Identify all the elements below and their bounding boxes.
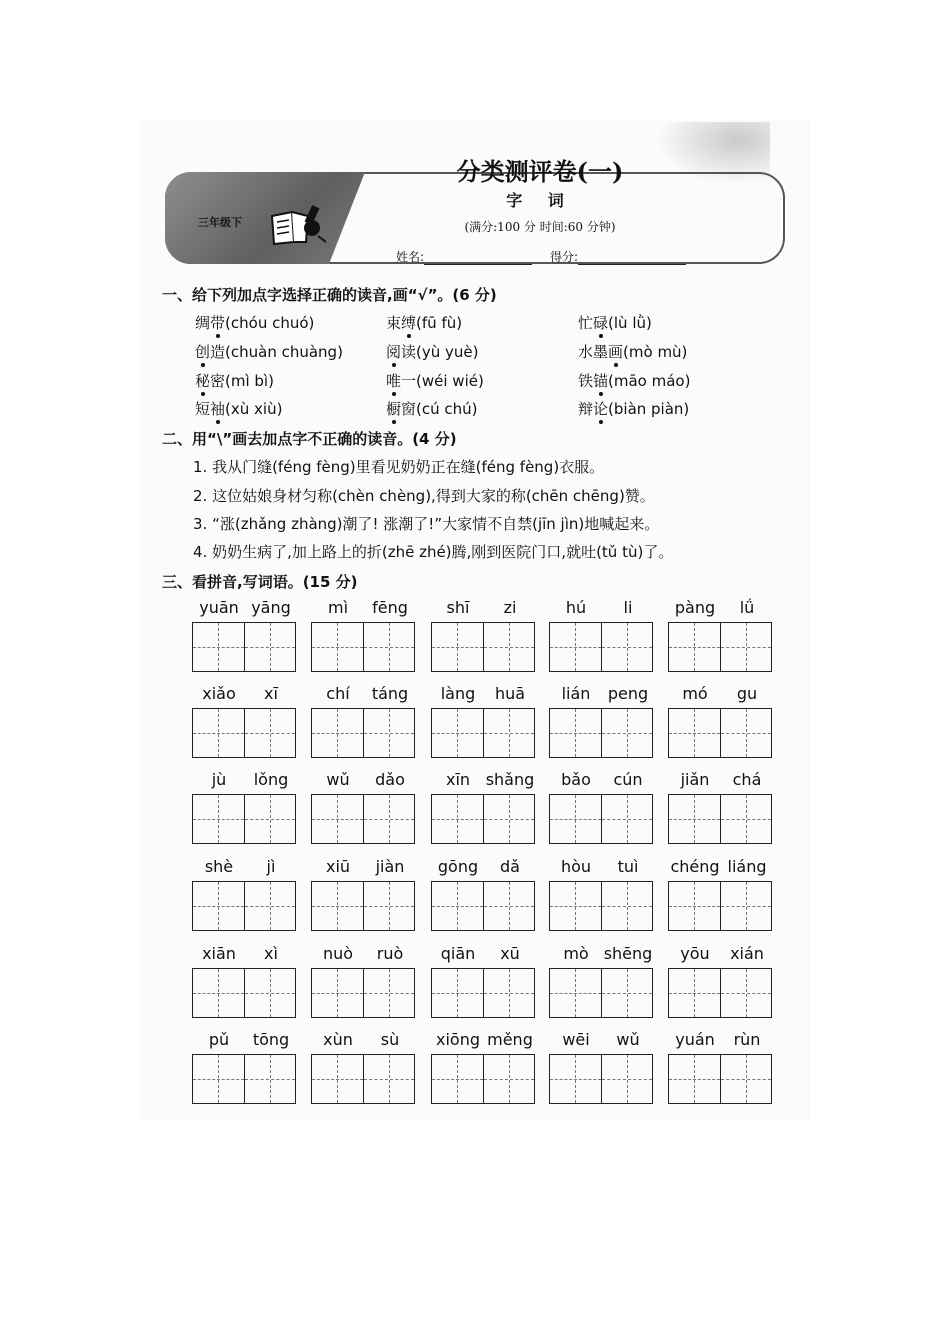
name-line[interactable]: [424, 252, 532, 265]
score-label: 得分:: [550, 250, 579, 264]
writing-cell[interactable]: [669, 623, 721, 671]
section1-rest: 带(chóu chuó): [210, 314, 315, 332]
writing-cell[interactable]: [364, 623, 415, 671]
writing-box[interactable]: [431, 968, 535, 1018]
section1-rest: 缚(fū fù): [401, 314, 463, 332]
pinyin-syllable: shī: [446, 598, 470, 617]
section1-char: 创: [195, 343, 211, 361]
writing-cell[interactable]: [669, 969, 721, 1017]
pinyin-label: [431, 684, 537, 703]
section1-item: [195, 398, 282, 419]
writing-cell[interactable]: [550, 1055, 602, 1103]
pinyin-label: [668, 598, 774, 617]
writing-box[interactable]: [192, 708, 296, 758]
writing-cell[interactable]: [364, 1055, 415, 1103]
name-label: 姓名:: [396, 250, 425, 264]
pinyin-syllable: wǔ: [326, 770, 350, 789]
pinyin-syllable: wēi: [562, 1030, 590, 1049]
section1-char: 水墨: [578, 343, 609, 361]
page-title: 分类测评卷(一): [456, 157, 624, 186]
pinyin-label: [192, 684, 298, 703]
pinyin-syllable: liáng: [727, 857, 767, 876]
pinyin-label: [549, 770, 655, 789]
section1-rest: 碌(lù lǜ): [593, 314, 652, 332]
writing-cell[interactable]: [484, 882, 535, 930]
writing-cell[interactable]: [245, 969, 296, 1017]
writing-box[interactable]: [311, 881, 415, 931]
pinyin-syllable: mó: [682, 684, 708, 703]
pinyin-label: [311, 944, 417, 963]
writing-cell[interactable]: [484, 969, 535, 1017]
writing-cell[interactable]: [721, 969, 772, 1017]
pinyin-syllable: pǔ: [208, 1030, 230, 1049]
writing-box[interactable]: [192, 1054, 296, 1104]
pinyin-label: [192, 770, 298, 789]
writing-cell[interactable]: [312, 623, 364, 671]
pinyin-label: [311, 1030, 417, 1049]
writing-box[interactable]: [192, 622, 296, 672]
section1-rest: 锚(māo máo): [593, 372, 691, 390]
section3-heading: 三、看拼音,写词语。(15 分): [162, 573, 358, 591]
section1-dotted-char: 带: [210, 314, 226, 332]
writing-cell[interactable]: [364, 795, 415, 843]
pinyin-syllable: yōu: [680, 944, 710, 963]
section1-dotted-char: 锚: [593, 372, 609, 390]
writing-cell[interactable]: [602, 709, 653, 757]
writing-cell[interactable]: [669, 882, 721, 930]
section1-item: [386, 370, 484, 391]
pinyin-label: [668, 1030, 774, 1049]
pinyin-label: [549, 1030, 655, 1049]
pinyin-label: [192, 598, 298, 617]
writing-box[interactable]: [668, 794, 772, 844]
pinyin-syllable: měng: [487, 1030, 533, 1049]
pinyin-syllable: xiū: [325, 857, 351, 876]
section1-rest: 读(yù yuè): [401, 343, 479, 361]
section1-item: [578, 341, 687, 362]
pinyin-syllable: hòu: [560, 857, 592, 876]
section1-heading: 一、给下列加点字选择正确的读音,画“√”。(6 分): [162, 286, 497, 304]
writing-cell[interactable]: [193, 1055, 245, 1103]
writing-cell[interactable]: [312, 882, 364, 930]
section1-rest: 一(wéi wié): [401, 372, 484, 390]
writing-cell[interactable]: [312, 1055, 364, 1103]
section1-item: [578, 398, 689, 419]
pinyin-label: [431, 944, 537, 963]
writing-box[interactable]: [549, 881, 653, 931]
writing-cell[interactable]: [432, 1055, 484, 1103]
pinyin-syllable: lǘ: [739, 598, 755, 617]
pinyin-syllable: hú: [565, 598, 587, 617]
pinyin-syllable: yāng: [251, 598, 291, 617]
pinyin-syllable: sù: [380, 1030, 400, 1049]
section1-rest: 画(mò mù): [608, 343, 688, 361]
section1-item: [195, 341, 343, 362]
writing-cell[interactable]: [193, 969, 245, 1017]
writing-cell[interactable]: [364, 882, 415, 930]
section1-item: [578, 312, 652, 333]
pinyin-syllable: mò: [563, 944, 589, 963]
writing-cell[interactable]: [669, 709, 721, 757]
writing-cell[interactable]: [312, 969, 364, 1017]
writing-cell[interactable]: [245, 709, 296, 757]
pinyin-syllable: lǒng: [253, 770, 289, 789]
writing-box[interactable]: [431, 708, 535, 758]
section1-char: 辩: [578, 400, 594, 418]
pinyin-syllable: pàng: [674, 598, 716, 617]
writing-cell[interactable]: [245, 882, 296, 930]
section1-rest: 窗(cú chú): [401, 400, 478, 418]
pinyin-label: [311, 857, 417, 876]
writing-cell[interactable]: [193, 882, 245, 930]
writing-cell[interactable]: [550, 882, 602, 930]
writing-cell[interactable]: [484, 709, 535, 757]
writing-cell[interactable]: [432, 882, 484, 930]
pinyin-syllable: yuán: [675, 1030, 715, 1049]
section1-rest: 造(chuàn chuàng): [210, 343, 343, 361]
pinyin-syllable: tuì: [617, 857, 639, 876]
pinyin-syllable: chéng: [670, 857, 720, 876]
writing-box[interactable]: [311, 968, 415, 1018]
pinyin-syllable: yuān: [199, 598, 239, 617]
pinyin-label: [668, 857, 774, 876]
pinyin-syllable: táng: [371, 684, 409, 703]
pinyin-label: [668, 770, 774, 789]
pinyin-syllable: xiān: [202, 944, 236, 963]
writing-box[interactable]: [668, 881, 772, 931]
pinyin-syllable: jiàn: [375, 857, 405, 876]
writing-cell[interactable]: [364, 709, 415, 757]
section2-heading: 二、用“\”画去加点字不正确的读音。(4 分): [162, 430, 457, 448]
pinyin-syllable: shǎng: [485, 770, 535, 789]
writing-box[interactable]: [549, 1054, 653, 1104]
pinyin-label: [192, 857, 298, 876]
writing-cell[interactable]: [484, 1055, 535, 1103]
writing-cell[interactable]: [432, 709, 484, 757]
section1-rest: 论(biàn piàn): [593, 400, 690, 418]
writing-box[interactable]: [192, 968, 296, 1018]
writing-cell[interactable]: [484, 623, 535, 671]
section2-line: 4. 奶奶生病了,加上路上的折(zhē zhé)腾,刚到医院门口,就吐(tǔ tù)了。: [193, 543, 674, 561]
writing-cell[interactable]: [193, 623, 245, 671]
writing-box[interactable]: [431, 794, 535, 844]
writing-cell[interactable]: [193, 795, 245, 843]
writing-cell[interactable]: [550, 709, 602, 757]
pinyin-syllable: dǎ: [500, 857, 520, 876]
pinyin-label: [668, 944, 774, 963]
section1-dotted-char: 画: [608, 343, 624, 361]
writing-box[interactable]: [192, 881, 296, 931]
pinyin-label: [668, 684, 774, 703]
pinyin-syllable: xián: [730, 944, 764, 963]
pinyin-label: [431, 1030, 537, 1049]
section1-char: 唯: [386, 372, 402, 390]
pinyin-label: [549, 598, 655, 617]
pinyin-syllable: shè: [204, 857, 234, 876]
grade-label: 三年级下: [198, 216, 242, 229]
section1-char: 阅: [386, 343, 402, 361]
pinyin-label: [431, 598, 537, 617]
pinyin-syllable: xiōng: [436, 1030, 480, 1049]
pinyin-label: [192, 1030, 298, 1049]
writing-cell[interactable]: [245, 1055, 296, 1103]
pinyin-syllable: li: [623, 598, 633, 617]
pinyin-label: [549, 944, 655, 963]
writing-box[interactable]: [668, 622, 772, 672]
pinyin-syllable: zi: [503, 598, 517, 617]
section1-char: 短: [195, 400, 211, 418]
writing-cell[interactable]: [550, 795, 602, 843]
writing-cell[interactable]: [721, 1055, 772, 1103]
section1-item: [386, 312, 462, 333]
writing-box[interactable]: [192, 794, 296, 844]
pinyin-syllable: qiān: [440, 944, 476, 963]
writing-cell[interactable]: [721, 709, 772, 757]
writing-cell[interactable]: [193, 709, 245, 757]
writing-cell[interactable]: [721, 795, 772, 843]
pinyin-label: [192, 944, 298, 963]
pinyin-syllable: xū: [500, 944, 520, 963]
writing-cell[interactable]: [245, 623, 296, 671]
section1-item: [386, 398, 478, 419]
writing-box[interactable]: [549, 622, 653, 672]
score-line[interactable]: [578, 252, 686, 265]
section1-rest: 密(mì bì): [210, 372, 274, 390]
pinyin-syllable: jì: [266, 857, 276, 876]
writing-box[interactable]: [431, 881, 535, 931]
writing-box[interactable]: [668, 968, 772, 1018]
name-field[interactable]: [396, 248, 532, 265]
pinyin-syllable: peng: [607, 684, 649, 703]
writing-box[interactable]: [431, 1054, 535, 1104]
pinyin-label: [311, 770, 417, 789]
writing-cell[interactable]: [669, 795, 721, 843]
writing-cell[interactable]: [669, 1055, 721, 1103]
writing-cell[interactable]: [364, 969, 415, 1017]
section2-line: 3. “涨(zhǎng zhàng)潮了! 涨潮了!”大家情不自禁(jīn jìn)地喊起来。: [193, 515, 660, 533]
writing-cell[interactable]: [432, 795, 484, 843]
pinyin-syllable: ruò: [376, 944, 404, 963]
section1-dotted-char: 碌: [593, 314, 609, 332]
pinyin-syllable: jiǎn: [680, 770, 710, 789]
pinyin-syllable: xīn: [445, 770, 471, 789]
section1-dotted-char: 论: [593, 400, 609, 418]
writing-box[interactable]: [311, 708, 415, 758]
pinyin-syllable: dǎo: [375, 770, 405, 789]
pinyin-syllable: nuò: [322, 944, 354, 963]
pinyin-syllable: xī: [264, 684, 278, 703]
section1-item: [195, 370, 274, 391]
writing-cell[interactable]: [245, 795, 296, 843]
writing-cell[interactable]: [550, 623, 602, 671]
pinyin-syllable: chá: [732, 770, 762, 789]
writing-box[interactable]: [549, 794, 653, 844]
section1-char: 绸: [195, 314, 211, 332]
writing-cell[interactable]: [432, 623, 484, 671]
writing-box[interactable]: [311, 794, 415, 844]
writing-cell[interactable]: [484, 795, 535, 843]
pinyin-label: [431, 857, 537, 876]
pinyin-syllable: xì: [264, 944, 278, 963]
pinyin-syllable: rùn: [733, 1030, 761, 1049]
writing-box[interactable]: [549, 968, 653, 1018]
section1-dotted-char: 袖: [210, 400, 226, 418]
exam-meta: (满分:100 分 时间:60 分钟): [464, 220, 616, 234]
pinyin-syllable: chí: [326, 684, 350, 703]
pinyin-syllable: jù: [211, 770, 227, 789]
section1-char: 束: [386, 314, 402, 332]
section1-char: 秘: [195, 372, 211, 390]
pinyin-syllable: fēng: [372, 598, 408, 617]
pinyin-syllable: mì: [327, 598, 349, 617]
writing-box[interactable]: [431, 622, 535, 672]
writing-cell[interactable]: [550, 969, 602, 1017]
writing-box[interactable]: [311, 1054, 415, 1104]
pinyin-syllable: xiǎo: [202, 684, 236, 703]
pinyin-label: [311, 684, 417, 703]
section1-char: 橱: [386, 400, 402, 418]
writing-cell[interactable]: [312, 709, 364, 757]
pinyin-syllable: tōng: [252, 1030, 290, 1049]
writing-box[interactable]: [668, 1054, 772, 1104]
section1-item: [386, 341, 478, 362]
pinyin-syllable: lián: [561, 684, 591, 703]
pinyin-syllable: bǎo: [561, 770, 591, 789]
pinyin-syllable: wǔ: [616, 1030, 640, 1049]
section1-item: [195, 312, 314, 333]
page-subtitle: 字 词: [506, 191, 574, 210]
pinyin-syllable: làng: [440, 684, 476, 703]
pinyin-syllable: shēng: [603, 944, 653, 963]
score-field[interactable]: [550, 248, 686, 265]
section1-char: 忙: [578, 314, 594, 332]
pinyin-syllable: xùn: [323, 1030, 353, 1049]
writing-cell[interactable]: [312, 795, 364, 843]
pinyin-syllable: cún: [613, 770, 643, 789]
pinyin-syllable: gu: [736, 684, 758, 703]
writing-cell[interactable]: [602, 795, 653, 843]
writing-box[interactable]: [549, 708, 653, 758]
writing-cell[interactable]: [602, 1055, 653, 1103]
section1-rest: 袖(xù xiù): [210, 400, 283, 418]
writing-cell[interactable]: [602, 623, 653, 671]
writing-cell[interactable]: [721, 623, 772, 671]
section1-dotted-char: 缚: [401, 314, 417, 332]
section1-char: 铁: [578, 372, 594, 390]
section2-line: 1. 我从门缝(féng fèng)里看见奶奶正在缝(féng fèng)衣服。: [193, 458, 605, 476]
writing-cell[interactable]: [602, 882, 653, 930]
pinyin-label: [549, 684, 655, 703]
writing-cell[interactable]: [721, 882, 772, 930]
writing-box[interactable]: [668, 708, 772, 758]
writing-cell[interactable]: [602, 969, 653, 1017]
pinyin-syllable: gōng: [437, 857, 479, 876]
pinyin-syllable: huā: [494, 684, 526, 703]
writing-cell[interactable]: [432, 969, 484, 1017]
writing-box[interactable]: [311, 622, 415, 672]
section2-line: 2. 这位姑娘身材匀称(chèn chèng),得到大家的称(chēn chēng)赞。: [193, 487, 655, 505]
section1-item: [578, 370, 690, 391]
pinyin-label: [431, 770, 537, 789]
pinyin-label: [311, 598, 417, 617]
pinyin-label: [549, 857, 655, 876]
